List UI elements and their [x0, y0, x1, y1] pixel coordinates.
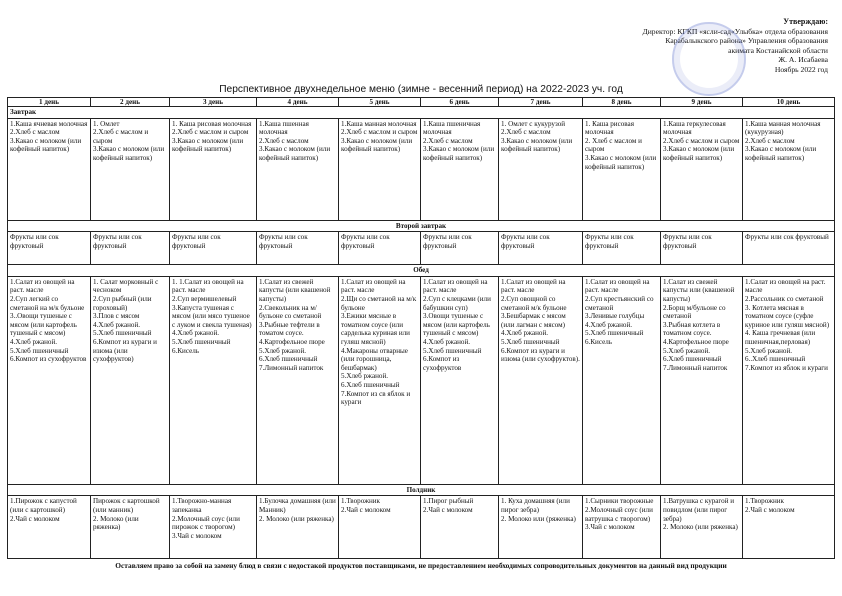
dish-item: 2.Суп вермишелевый — [172, 294, 237, 303]
menu-cell-obed-day-1 — [8, 276, 91, 484]
menu-cell-zavtrak-day-4 — [257, 118, 339, 220]
dish-item: 3.Какао с молоком (или кофейный напиток) — [663, 145, 735, 162]
dish-item: 2.Хлеб с маслом и сыром — [93, 128, 149, 145]
dish-item: 3.Какао с молоком (или кофейный напиток) — [501, 136, 573, 154]
dish-item: 2.Суп крестьянский со сметаной — [585, 294, 654, 312]
dish-item: 1. Каша рисовая молочная — [585, 119, 634, 137]
dish-item: 3.Капуста тушеная с мясом (или мясо тушеное с луком и свекла тушеная) — [172, 303, 252, 329]
dish-item: 4.Картофельное пюре — [259, 337, 325, 346]
dish-item: 4.Хлеб ржаной. — [423, 337, 471, 346]
day-header-5: 5 день — [339, 98, 421, 107]
footer-note: Оставляем право за собой на замену блюд в связи с недостакой продуктов поставщиками, не предоставлением необходимых сопроводительных документов на данный вид продукции — [115, 561, 727, 570]
meal-row-obed — [8, 276, 835, 484]
dish-item: 2.Чай с молоком — [341, 505, 391, 514]
dish-item: 3..Овощи тушеные с мясом (или картофель тушеный с мясом) — [10, 312, 77, 338]
dish-item: 3.Чай с молоком — [172, 531, 222, 540]
day-header-3: 3 день — [170, 98, 257, 107]
menu-cell-poldnik-day-2 — [91, 496, 170, 559]
day-header-2: 2 день — [91, 98, 170, 107]
dish-item: 5.Хлеб пшеничный — [501, 337, 560, 346]
dish-item: 4.Картофельное пюре — [663, 337, 729, 346]
day-header-7: 7 день — [499, 98, 583, 107]
dish-item: 5.Хлеб пшеничный — [172, 337, 231, 346]
dish-item: 1.Творожник — [745, 497, 785, 506]
dish-item: 5.Хлеб ржаной. — [663, 346, 711, 355]
meal-row-poldnik — [8, 496, 835, 559]
dish-item: 6.Хлеб пшеничный — [259, 355, 318, 364]
dish-item: 1.Салат из овощей на раст. масле — [745, 277, 826, 295]
dish-item: 1.Каша пшенная молочная — [259, 119, 309, 137]
dish-item: 4.Хлеб ржаной. — [10, 337, 58, 346]
menu-cell-poldnik-day-6 — [421, 496, 499, 559]
dish-item: 3.Какао с молоком (или кофейный напиток) — [585, 153, 657, 171]
dish-item: 2. Молоко (или ряженка) — [663, 523, 738, 532]
dish-item: 2.Щи со сметаной на м/к бульоне — [341, 294, 417, 312]
section-row-obed — [8, 265, 835, 277]
menu-cell-poldnik-day-10 — [743, 496, 835, 559]
dish-item: 2.Суп рыбный (или гороховый) — [93, 294, 152, 312]
menu-cell-zavtrak-day-1 — [8, 118, 91, 220]
approval-line: Ноябрь 2022 год — [774, 64, 828, 74]
menu-cell-vtoroi-day-8: Фрукты или сок фруктовый — [583, 232, 661, 265]
section-row-zavtrak — [8, 107, 835, 119]
dish-item: 5.Хлеб пшеничный — [585, 329, 644, 338]
day-header-9: 9 день — [661, 98, 743, 107]
dish-item: 3.Ленивые голубцы — [585, 312, 645, 321]
dish-item: 3.Плов с мясом — [93, 312, 140, 321]
dish-item: 3.Рыбные тефтели в томатом соусе. — [259, 320, 320, 338]
menu-cell-poldnik-day-8 — [583, 496, 661, 559]
approval-heading: Утверждаю: — [783, 17, 828, 26]
dish-item: 1.Салат из овощей на раст. масле — [423, 277, 488, 295]
day-header-6: 6 день — [421, 98, 499, 107]
dish-item: 7.Компот из яблок и кураги — [745, 363, 828, 372]
day-header-1: 1 день — [8, 98, 91, 107]
dish-item: 3.Какао с молоком (или кофейный напиток) — [10, 136, 82, 154]
menu-cell-zavtrak-day-3 — [170, 118, 257, 220]
dish-item: 1. Куха домашняя (или пирог зебра) — [501, 497, 570, 514]
dish-item: 2.Молочный соус (или ватрушка с творогом) — [585, 505, 653, 523]
dish-item: 3.Ежики мясные в томатном соусе (или сарделька куриная или гуляш мясной) — [341, 312, 410, 346]
dish-item: 1.Салат из овощей на раст. масле — [585, 277, 650, 295]
menu-cell-poldnik-day-1 — [8, 496, 91, 559]
day-header-10: 10 день — [743, 98, 835, 107]
dish-item: 2.Хлеб с маслом и сыром — [172, 128, 249, 137]
dish-item: 5.Хлеб ржаной. — [341, 372, 389, 381]
page-title: Перспективное двухнедельное меню (зимне - весенний период) на 2022-2023 уч. год — [219, 84, 623, 95]
approval-line: Карабалыкского района» Управления образования — [665, 36, 828, 46]
dish-item: 3.Бешбармак с мясом (или лагман с мясом) — [501, 312, 566, 329]
dish-item: 2.Хлеб с маслом и сыром — [341, 128, 418, 137]
dish-item: 1.Булочка домашняя (или Манник) — [259, 497, 336, 514]
dish-item: 4.Хлеб ржаной. — [172, 329, 220, 338]
menu-cell-obed-day-5 — [339, 276, 421, 484]
dish-item: 4. Каша гречневая (или пшеничная,перловая) — [745, 329, 816, 346]
menu-cell-vtoroi-day-4: Фрукты или сок фруктовый — [257, 232, 339, 265]
dish-item: 2.Хлеб с маслом — [501, 128, 551, 137]
dish-item: 4.Макароны отварные (или горошница, бешбармак) — [341, 346, 408, 372]
dish-item: 3.Овощи тушеные с мясом (или картофель тушеный с мясом) — [423, 312, 490, 338]
menu-cell-zavtrak-day-8 — [583, 118, 661, 220]
dish-item: 1.Каша геркулесовая молочная — [663, 119, 726, 137]
dish-item: 5.Хлеб пшеничный — [423, 346, 482, 355]
dish-item: 6.Хлеб пшеничный — [663, 355, 722, 364]
menu-cell-vtoroi-day-6: Фрукты или сок фруктовый — [421, 232, 499, 265]
menu-cell-vtoroi-day-7: Фрукты или сок фруктовый — [499, 232, 583, 265]
dish-item: 6.Компот из кураги и изюма (или сухофруктов) — [93, 337, 157, 364]
menu-cell-vtoroi-day-10: Фрукты или сок фруктовый — [743, 232, 835, 265]
menu-cell-poldnik-day-7 — [499, 496, 583, 559]
menu-cell-poldnik-day-9 — [661, 496, 743, 559]
menu-cell-obed-day-6 — [421, 276, 499, 484]
dish-item: 2. Хлеб с маслом и сыром — [585, 136, 642, 154]
day-header-8: 8 день — [583, 98, 661, 107]
menu-cell-vtoroi-day-1: Фрукты или сок фруктовый — [8, 232, 91, 265]
section-label-poldnik: Полдник — [8, 484, 835, 496]
dish-item: 2.Хлеб с маслом — [745, 136, 795, 145]
menu-cell-zavtrak-day-5 — [339, 118, 421, 220]
dish-item: 3.Какао с молоком (или кофейный напиток) — [93, 145, 165, 162]
menu-cell-zavtrak-day-9 — [661, 118, 743, 220]
day-header-4: 4 день — [257, 98, 339, 107]
dish-item: 6.Компот из сухофруктов — [423, 355, 462, 372]
dish-item: 2.Свекольник на м/бульоне со сметаной — [259, 303, 322, 321]
dish-item: 2.Хлеб с маслом — [10, 128, 60, 137]
dish-item: 6.Компот из сухофруктов — [10, 355, 87, 364]
menu-cell-vtoroi-day-5: Фрукты или сок фруктовый — [339, 232, 421, 265]
dish-item: 2.Суп с клецками (или бабушкин суп) — [423, 294, 491, 312]
dish-item: 1. Салат морковный с чесноком — [93, 277, 159, 295]
meal-row-zavtrak — [8, 118, 835, 220]
menu-cell-obed-day-4 — [257, 276, 339, 484]
dish-item: 2. Молоко или (ряженка) — [501, 514, 576, 523]
dish-item: 3.Какао с молоком (или кофейный напиток) — [341, 136, 413, 154]
dish-item: 1.Салат из овощей на раст. масле — [10, 277, 75, 295]
dish-item: 6.Хлеб пшеничный — [341, 380, 400, 389]
dish-item: 2.Борщ м/бульоне со сметаной — [663, 303, 726, 321]
dish-item: 7.Компот из св яблок и кураги — [341, 389, 411, 407]
menu-cell-vtoroi-day-3: Фрукты или сок фруктовый — [170, 232, 257, 265]
dish-item: 1.Творожник — [341, 497, 381, 506]
dish-item: 2.Чай с молоком — [10, 514, 60, 523]
section-row-poldnik — [8, 484, 835, 496]
dish-item: 4.Хлеб ржаной. — [501, 329, 549, 338]
dish-item: 5.Хлеб ржаной. — [259, 346, 307, 355]
dish-item: 1.Каша манная молочная — [341, 119, 417, 128]
dish-item: Пирожок с картошкой (или манник) — [93, 497, 160, 514]
dish-item: 5.Хлеб ржаной. — [745, 346, 793, 355]
menu-cell-obed-day-3 — [170, 276, 257, 484]
menu-cell-zavtrak-day-6 — [421, 118, 499, 220]
dish-item: 2.Рассольник со сметаной — [745, 294, 824, 303]
dish-item: 4.Хлеб ржаной. — [585, 320, 633, 329]
dish-item: 3.Какао с молоком (или кофейный напиток) — [423, 145, 495, 162]
menu-cell-obed-day-9 — [661, 276, 743, 484]
menu-cell-obed-day-2 — [91, 276, 170, 484]
dish-item: 6.Кисель — [172, 346, 200, 355]
menu-cell-zavtrak-day-2 — [91, 118, 170, 220]
dish-item: 2.Молочный соус (или пирожок с творогом) — [172, 514, 240, 532]
dish-item: 2.Хлеб с маслом — [423, 136, 473, 145]
dish-item: 1.Салат из свежей капусты (или квашеной капусты) — [259, 277, 331, 303]
dish-item: 1.Салат из овощей на раст. масле — [341, 277, 406, 295]
dish-item: 2. Молоко (или ряженка) — [93, 514, 139, 532]
dish-item: 3.Чай с молоком — [585, 523, 635, 532]
menu-cell-poldnik-day-5 — [339, 496, 421, 559]
dish-item: 2.Хлеб с маслом — [259, 136, 309, 145]
approval-line: Ж. А. Исабаева — [778, 55, 828, 65]
menu-cell-obed-day-10 — [743, 276, 835, 484]
dish-item: 1. Омлет с кукурузой — [501, 119, 566, 128]
dish-item: 2. Молоко (или ряженка) — [259, 514, 334, 523]
dish-item: 1.Салат из свежей капусты или (квашеной капусты) — [663, 277, 735, 303]
dish-item: 1.Каша пшеничная молочная — [423, 119, 481, 137]
dish-item: 5.Хлеб пшеничный — [10, 346, 69, 355]
dish-item: 1.Салат из овощей на раст. масле — [501, 277, 566, 295]
dish-item: 1. 1.Салат из овощей на раст. масле — [172, 277, 244, 295]
dish-item: 2.Хлеб с маслом и сыром — [663, 136, 740, 145]
section-label-obed: Обед — [8, 265, 835, 277]
day-header-row — [8, 98, 835, 107]
approval-line: Директор: КГКП «ясли-сад«Улыбка» отдела образования — [642, 26, 828, 36]
dish-item: 2.Суп овощной со сметаной м/к бульоне — [501, 294, 567, 312]
dish-item: 1. Каша рисовая молочная — [172, 119, 252, 128]
dish-item: 2.Суп легкий со сметаной на м/к бульоне — [10, 294, 85, 312]
menu-cell-obed-day-8 — [583, 276, 661, 484]
section-label-vtoroi: Второй завтрак — [8, 220, 835, 232]
dish-item: 7.Лимонный напиток — [663, 363, 728, 372]
dish-item: 1.Сырники творожные — [585, 497, 654, 506]
dish-item: 7.Лимонный напиток — [259, 363, 324, 372]
menu-cell-zavtrak-day-10 — [743, 118, 835, 220]
dish-item: 1. Омлет — [93, 119, 120, 128]
dish-item: 3.Какао с молоком (или кофейный напиток) — [172, 136, 244, 154]
section-row-vtoroi — [8, 220, 835, 232]
dish-item: 3. Котлета мясная в томатном соусе (суфле куриное или гуляш мясной) — [745, 303, 830, 329]
dish-item: 2.Чай с молоком — [423, 505, 473, 514]
dish-item: 2.Чай с молоком — [745, 505, 795, 514]
dish-item: 6.Компот из кураги и изюма (или сухофруктов). — [501, 346, 580, 364]
menu-table — [7, 97, 835, 559]
dish-item: 3.Какао с молоком (или кофейный напиток) — [745, 145, 817, 162]
dish-item: 6.Кисель — [585, 337, 613, 346]
dish-item: 4.Хлеб ржаной. — [93, 320, 141, 329]
dish-item: 3.Рыбная котлета в томатном соусе. — [663, 320, 721, 338]
dish-item: 3.Какао с молоком (или кофейный напиток) — [259, 145, 331, 162]
dish-item: 1.Пирожок с капустой (или с картошкой) — [10, 497, 77, 514]
approval-line: акимата Костанайской области — [728, 45, 828, 55]
menu-cell-vtoroi-day-2: Фрукты или сок фруктовый — [91, 232, 170, 265]
dish-item: 1.Творожно-манная запеканка — [172, 497, 232, 514]
dish-item: 6..Хлеб пшеничный — [745, 355, 806, 364]
menu-cell-poldnik-day-4 — [257, 496, 339, 559]
dish-item: 1.Каша ячневая молочная — [10, 119, 88, 128]
dish-item: 1.Пирог рыбный — [423, 497, 474, 506]
dish-item: 1.Каша манная молочная (кукурузная) — [745, 119, 821, 137]
dish-item: 5.Хлеб пшеничный — [93, 329, 152, 338]
meal-row-vtoroi — [8, 232, 835, 265]
section-label-zavtrak: Завтрак — [8, 107, 835, 119]
menu-cell-obed-day-7 — [499, 276, 583, 484]
menu-cell-vtoroi-day-9: Фрукты или сок фруктовый — [661, 232, 743, 265]
menu-cell-poldnik-day-3 — [170, 496, 257, 559]
dish-item: 1.Ватрушка с курагой и повидлом (или пирог зебра) — [663, 497, 735, 523]
menu-cell-zavtrak-day-7 — [499, 118, 583, 220]
